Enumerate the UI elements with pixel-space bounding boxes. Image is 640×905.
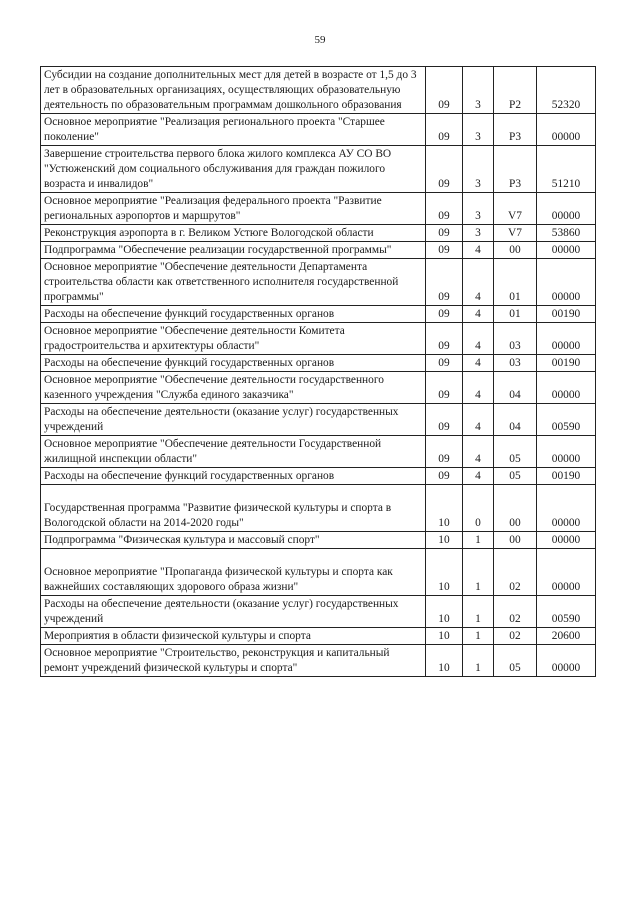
activity-code: 02 — [494, 596, 537, 628]
expense-code: 00000 — [537, 645, 596, 677]
section-code: 09 — [426, 372, 463, 404]
section-code: 10 — [426, 549, 463, 596]
subprogram-code: 4 — [463, 404, 494, 436]
activity-code: 02 — [494, 549, 537, 596]
table-row — [41, 225, 596, 242]
subprogram-code: 3 — [463, 67, 494, 114]
table-row — [41, 242, 596, 259]
table-row — [41, 628, 596, 645]
row-name: Государственная программа "Развитие физической культуры и спорта в Вологодской области на 2014-2020 годы" — [41, 485, 426, 532]
section-code: 09 — [426, 404, 463, 436]
row-name: Основное мероприятие "Обеспечение деятельности Государственной жилищной инспекции области" — [41, 436, 426, 468]
table-row — [41, 532, 596, 549]
activity-code: 04 — [494, 404, 537, 436]
activity-code: 03 — [494, 355, 537, 372]
activity-code: 03 — [494, 323, 537, 355]
subprogram-code: 4 — [463, 306, 494, 323]
section-code: 09 — [426, 259, 463, 306]
section-code: 09 — [426, 468, 463, 485]
section-code: 09 — [426, 146, 463, 193]
expense-code: 00000 — [537, 114, 596, 146]
section-code: 10 — [426, 532, 463, 549]
activity-code: 00 — [494, 242, 537, 259]
subprogram-code: 3 — [463, 193, 494, 225]
table-row — [41, 67, 596, 114]
row-name: Основное мероприятие "Обеспечение деятельности Комитета градостроительства и архитектуры области" — [41, 323, 426, 355]
expense-code: 00590 — [537, 596, 596, 628]
expense-code: 51210 — [537, 146, 596, 193]
subprogram-code: 3 — [463, 225, 494, 242]
subprogram-code: 0 — [463, 485, 494, 532]
row-name: Мероприятия в области физической культуры и спорта — [41, 628, 426, 645]
table-row — [41, 436, 596, 468]
page-number: 59 — [314, 34, 326, 46]
activity-code: 05 — [494, 468, 537, 485]
row-name: Расходы на обеспечение функций государственных органов — [41, 468, 426, 485]
expense-code: 00000 — [537, 532, 596, 549]
activity-code: V7 — [494, 225, 537, 242]
activity-code: 02 — [494, 628, 537, 645]
subprogram-code: 1 — [463, 532, 494, 549]
expense-code: 00000 — [537, 193, 596, 225]
section-code: 09 — [426, 242, 463, 259]
row-name: Основное мероприятие "Обеспечение деятельности Департамента строительства области как ответственного исполнителя государственной программы" — [41, 259, 426, 306]
activity-code: P3 — [494, 114, 537, 146]
table-row — [41, 404, 596, 436]
subprogram-code: 1 — [463, 645, 494, 677]
activity-code: 05 — [494, 645, 537, 677]
subprogram-code: 4 — [463, 355, 494, 372]
row-name: Основное мероприятие "Реализация федерального проекта "Развитие региональных аэропортов и маршрутов" — [41, 193, 426, 225]
table-row — [41, 596, 596, 628]
subprogram-code: 3 — [463, 146, 494, 193]
activity-code: 05 — [494, 436, 537, 468]
subprogram-code: 4 — [463, 372, 494, 404]
table-row — [41, 193, 596, 225]
table-row — [41, 146, 596, 193]
row-name: Подпрограмма "Обеспечение реализации государственной программы" — [41, 242, 426, 259]
table-row — [41, 355, 596, 372]
expense-code: 20600 — [537, 628, 596, 645]
row-name: Расходы на обеспечение деятельности (оказание услуг) государственных учреждений — [41, 596, 426, 628]
table-row — [41, 468, 596, 485]
expense-code: 00000 — [537, 372, 596, 404]
expense-code: 00000 — [537, 436, 596, 468]
subprogram-code: 4 — [463, 259, 494, 306]
table-row — [41, 306, 596, 323]
row-name: Основное мероприятие "Строительство, реконструкция и капитальный ремонт учреждений физической культуры и спорта" — [41, 645, 426, 677]
expense-code: 00590 — [537, 404, 596, 436]
section-code: 09 — [426, 306, 463, 323]
section-code: 09 — [426, 355, 463, 372]
subprogram-code: 1 — [463, 628, 494, 645]
expense-code: 00190 — [537, 468, 596, 485]
table-row — [41, 114, 596, 146]
row-name: Расходы на обеспечение функций государственных органов — [41, 355, 426, 372]
section-code: 10 — [426, 645, 463, 677]
section-code: 10 — [426, 628, 463, 645]
row-name: Подпрограмма "Физическая культура и массовый спорт" — [41, 532, 426, 549]
table-row — [41, 259, 596, 306]
section-code: 09 — [426, 225, 463, 242]
row-name: Основное мероприятие "Реализация регионального проекта "Старшее поколение" — [41, 114, 426, 146]
section-code: 09 — [426, 323, 463, 355]
activity-code: 01 — [494, 306, 537, 323]
activity-code: 04 — [494, 372, 537, 404]
budget-classification-table — [40, 66, 596, 677]
expense-code: 00000 — [537, 485, 596, 532]
section-code: 09 — [426, 67, 463, 114]
expense-code: 00000 — [537, 242, 596, 259]
expense-code: 00000 — [537, 323, 596, 355]
section-code: 09 — [426, 436, 463, 468]
activity-code: 00 — [494, 532, 537, 549]
section-code: 09 — [426, 193, 463, 225]
table-row — [41, 323, 596, 355]
row-name: Расходы на обеспечение деятельности (оказание услуг) государственных учреждений — [41, 404, 426, 436]
row-name: Расходы на обеспечение функций государственных органов — [41, 306, 426, 323]
row-name: Основное мероприятие "Пропаганда физической культуры и спорта как важнейших составляющих здорового образа жизни" — [41, 549, 426, 596]
section-code: 10 — [426, 485, 463, 532]
expense-code: 52320 — [537, 67, 596, 114]
table-row — [41, 485, 596, 532]
activity-code: V7 — [494, 193, 537, 225]
row-name: Субсидии на создание дополнительных мест для детей в возрасте от 1,5 до 3 лет в образовательных организациях, осуществляющих образовательную деятельность по образовательным программам дошкольного образования — [41, 67, 426, 114]
row-name: Реконструкция аэропорта в г. Великом Устюге Вологодской области — [41, 225, 426, 242]
row-name: Основное мероприятие "Обеспечение деятельности государственного казенного учреждения "Служба единого заказчика" — [41, 372, 426, 404]
subprogram-code: 4 — [463, 323, 494, 355]
table-row — [41, 549, 596, 596]
activity-code: P3 — [494, 146, 537, 193]
expense-code: 53860 — [537, 225, 596, 242]
activity-code: 00 — [494, 485, 537, 532]
expense-code: 00000 — [537, 549, 596, 596]
section-code: 10 — [426, 596, 463, 628]
subprogram-code: 4 — [463, 468, 494, 485]
table-row — [41, 372, 596, 404]
expense-code: 00190 — [537, 355, 596, 372]
subprogram-code: 1 — [463, 549, 494, 596]
activity-code: P2 — [494, 67, 537, 114]
subprogram-code: 4 — [463, 436, 494, 468]
subprogram-code: 1 — [463, 596, 494, 628]
expense-code: 00000 — [537, 259, 596, 306]
activity-code: 01 — [494, 259, 537, 306]
subprogram-code: 4 — [463, 242, 494, 259]
subprogram-code: 3 — [463, 114, 494, 146]
table-row — [41, 645, 596, 677]
row-name: Завершение строительства первого блока жилого комплекса АУ СО ВО "Устюженский дом социального обслуживания для граждан пожилого возраста и инвалидов" — [41, 146, 426, 193]
section-code: 09 — [426, 114, 463, 146]
expense-code: 00190 — [537, 306, 596, 323]
